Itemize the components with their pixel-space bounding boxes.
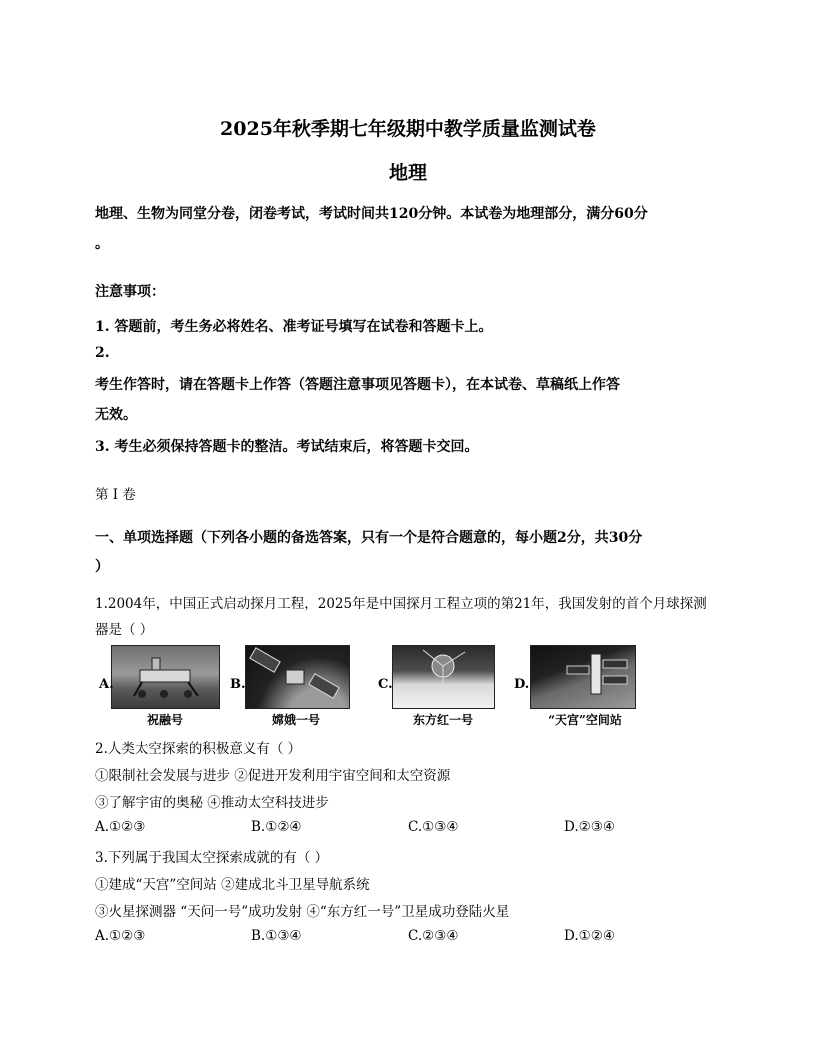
- q1-stem-line-1: 1.2004年，中国正式启动探月工程，2025年是中国探月工程立项的第21年，我国发射的首个月球探测: [95, 596, 707, 612]
- q1-option-c-letter: C.: [378, 677, 393, 692]
- q2-statement-line-2: ③了解宇宙的奥秘 ④推动太空科技进步: [95, 795, 329, 811]
- q3-option-a: A.①②③: [95, 928, 146, 944]
- q1-option-d-caption: “天宫”空间站: [548, 713, 622, 727]
- notes-item-3: 3. 考生必须保持答题卡的整洁。考试结束后，将答题卡交回。: [95, 439, 479, 455]
- intro-line-1: 地理、生物为同堂分卷，闭卷考试，考试时间共120分钟。本试卷为地理部分，满分60分: [95, 206, 648, 222]
- lunar-probe-icon: [246, 646, 349, 708]
- q3-stem: 3.下列属于我国太空探索成就的有（ ）: [95, 850, 329, 866]
- notes-item-2-line-1: 考生作答时，请在答题卡上作答（答题注意事项见答题卡），在本试卷、草稿纸上作答: [95, 377, 620, 393]
- q1-option-a-letter: A.: [99, 677, 114, 692]
- satellite-icon: [393, 646, 494, 708]
- part-label: 第 I 卷: [95, 487, 136, 503]
- intro-line-2: 。: [95, 236, 109, 252]
- rover-icon: [112, 646, 219, 708]
- q2-option-a: A.①②③: [95, 819, 146, 835]
- q1-option-c-caption: 东方红一号: [412, 713, 473, 727]
- rover-photo: [111, 645, 220, 709]
- notes-item-2-line-2: 无效。: [95, 407, 137, 423]
- notes-item-1: 1. 答题前，考生务必将姓名、准考证号填写在试卷和答题卡上。: [95, 319, 493, 335]
- chang-e-photo: [245, 645, 350, 709]
- q1-option-a-caption: 祝融号: [146, 713, 183, 727]
- q3-statement-line-2: ③火星探测器 “天问一号”成功发射 ④“东方红一号”卫星成功登陆火星: [95, 904, 510, 920]
- section-heading-line-2: ）: [95, 559, 109, 575]
- q2-statement-line-1: ①限制社会发展与进步 ②促进开发利用宇宙空间和太空资源: [95, 768, 451, 784]
- notes-item-2-number: 2.: [95, 345, 110, 361]
- q1-option-d-letter: D.: [514, 677, 530, 692]
- notes-heading: 注意事项：: [95, 284, 165, 300]
- q3-option-c: C.②③④: [408, 928, 459, 944]
- section-heading-line-1: 一、单项选择题（下列各小题的备选答案，只有一个是符合题意的，每小题2分，共30分: [95, 530, 643, 546]
- q3-statement-line-1: ①建成“天宫”空间站 ②建成北斗卫星导航系统: [95, 877, 370, 893]
- space-station-icon: [531, 646, 635, 708]
- tiangong-photo: [530, 645, 636, 709]
- q2-option-c: C.①③④: [408, 819, 459, 835]
- q2-option-d: D.②③④: [564, 819, 615, 835]
- q2-option-b: B.①②④: [251, 819, 302, 835]
- exam-subject: 地理: [388, 162, 427, 184]
- q3-option-b: B.①③④: [251, 928, 302, 944]
- q1-option-b-caption: 嫦娥一号: [271, 713, 320, 727]
- q1-option-b-letter: B.: [230, 677, 246, 692]
- dongfanghong-photo: [392, 645, 495, 709]
- q3-option-d: D.①②④: [564, 928, 615, 944]
- q1-stem-line-2: 器是（ ）: [95, 622, 154, 638]
- q2-stem: 2.人类太空探索的积极意义有（ ）: [95, 741, 302, 757]
- exam-title: 2025年秋季期七年级期中教学质量监测试卷: [220, 118, 596, 140]
